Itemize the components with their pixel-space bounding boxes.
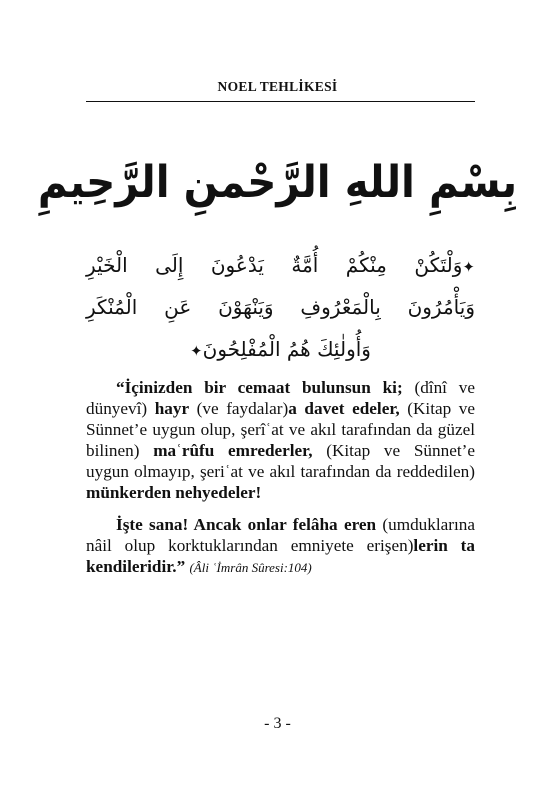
translation-segment: (dînî ve dünyevî) [86,378,475,418]
translation-segment: maʿrûfu emrederler, [153,441,313,460]
translation-segment: “İçinizden bir cemaat bulunsun ki; [116,378,403,397]
translation-segment: münkerden nehyedeler! [86,483,262,502]
quran-verse [86,244,475,370]
verse-line-2: وَيَأْمُرُونَ بِالْمَعْرُوفِ وَيَنْهَوْنَ عَنِ الْمُنْكَرِ [86,295,475,319]
translation-paragraph-1 [86,377,475,503]
basmala-calligraphy: بِسْمِ اللهِ الرَّحْمنِ الرَّحِيمِ [37,157,518,208]
verse-translation [86,377,475,578]
verse-source-citation: (Âli ʿİmrân Sûresi:104) [189,560,312,575]
verse-open-ornament: ✦ [462,258,475,276]
verse-line-3-text: وَأُولٰئِكَ هُمُ الْمُفْلِحُونَ [202,337,371,361]
translation-segment: a davet edeler, [288,399,400,418]
translation-segment: (umduklarına nâil olup korktuklarından emniyete erişen) [86,515,475,555]
translation-segment: (Kitap ve Sünnet’e uygun olup, şerîʿat ve akıl tarafından da güzel bilinen) [86,399,476,460]
page-number: - 3 - [264,715,291,732]
translation-segment: lerin ta kendileridir.” [86,536,475,576]
verse-line-3 [86,328,475,370]
translation-segment: İşte sana! Ancak onlar felâha eren [116,515,377,534]
verse-line-1-text: وَلْتَكُنْ مِنْكُمْ أُمَّةٌ يَدْعُونَ إِلَى الْخَيْرِ [86,253,463,277]
header-rule [86,101,475,102]
translation-segment: (Kitap ve Sünnet’e uygun olmayıp, şeriʿat ve akıl tarafından da reddedilen) [86,441,475,481]
translation-segment: hayr [154,399,190,418]
translation-paragraph-2 [86,514,475,578]
verse-close-ornament: ✦ [190,342,203,360]
translation-segment: (ve faydalar) [189,399,289,418]
verse-line-1 [86,244,475,286]
running-header: NOEL TEHLİKESİ [217,79,338,94]
